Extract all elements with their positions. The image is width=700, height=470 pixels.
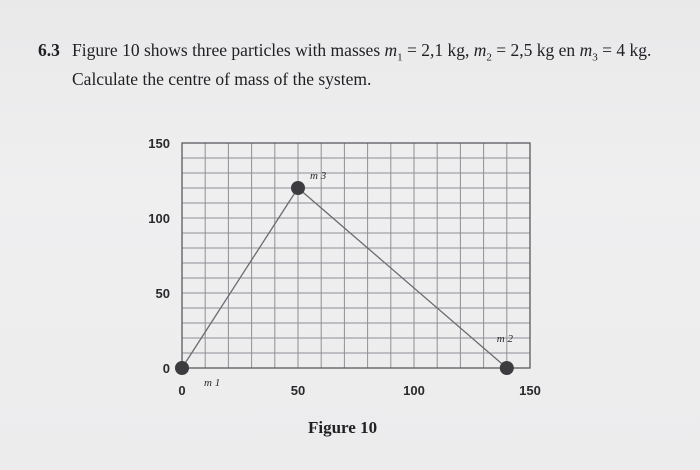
question-number: 6.3: [38, 40, 60, 60]
question-intro: Figure 10 shows three particles with masses: [72, 40, 385, 60]
y-tick-label: 0: [162, 361, 170, 376]
m2-subscript: 2: [486, 51, 492, 64]
plot-border: [182, 143, 530, 368]
particle-m3-label: m 3: [310, 170, 327, 182]
m3-subscript: 3: [592, 51, 598, 64]
particle-m2-marker: [500, 361, 514, 375]
y-tick-label: 50: [155, 286, 170, 301]
particle-m1-marker: [175, 361, 189, 375]
m2-symbol: m: [473, 40, 487, 60]
x-tick-label: 100: [403, 383, 425, 398]
chart-grid: [182, 143, 530, 368]
m3-value-and-task: = 4 kg. Calculate the centre of mass of the system.: [72, 40, 652, 89]
m3-symbol: m: [579, 40, 593, 60]
y-tick-label: 150: [148, 136, 170, 151]
m2-value: = 2,5 kg en: [491, 40, 580, 60]
x-tick-label: 150: [519, 383, 541, 398]
m1-value: = 2,1 kg,: [402, 40, 474, 60]
m1-subscript: 1: [397, 51, 403, 64]
particle-m3-marker: [291, 181, 305, 195]
chart-frame: [182, 143, 530, 368]
x-tick-label: 50: [290, 383, 306, 398]
figure-caption: Figure 10: [308, 418, 378, 437]
m1-symbol: m: [384, 40, 398, 60]
particle-m1-label: m 1: [204, 377, 221, 389]
y-tick-label: 100: [148, 211, 170, 226]
particle-m2-label: m 2: [496, 333, 514, 345]
x-tick-label: 0: [178, 383, 186, 398]
